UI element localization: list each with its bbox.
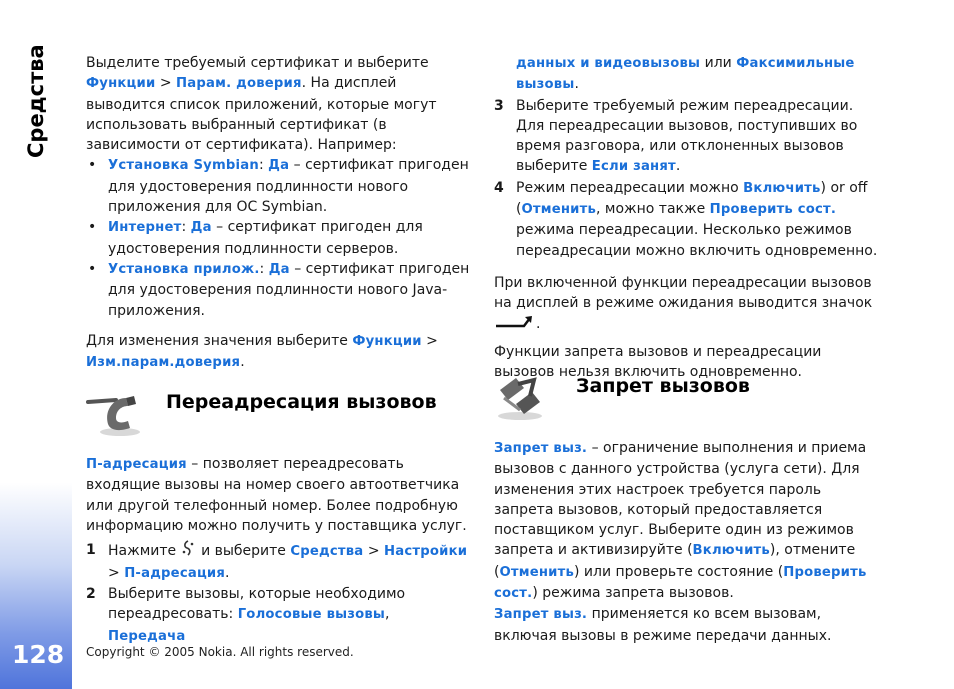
list-item: • Установка Symbian: Да – сертификат пригоден для удостоверения подлинности нового приложения для ОС Symbian. xyxy=(88,157,469,216)
note-paragraph: Функции запрета вызовов и переадресации вызовов нельзя включить одновременно. xyxy=(494,344,822,381)
step-2-continued: данных и видеовызовы или Факсимильные вызовы. xyxy=(516,55,855,93)
barring-paragraph: Запрет выз. – ограничение выполнения и приема вызовов с данного устройства (услуга сети). Для изменения этих настроек требуется пароль запрета вызовов, который предоставляется поставщиком услуг. Выберите один из режимов запрета и активизируйте (Включить), отмените (Отменить) или проверьте состояние (Проверить сост.) режима запрета вызовов. xyxy=(494,440,867,602)
link-app-install[interactable]: Установка прилож. xyxy=(108,261,260,277)
bullet-dot: • xyxy=(88,157,97,174)
section-title: Средства xyxy=(24,44,48,158)
link-internet[interactable]: Интернет xyxy=(108,220,182,236)
right-column xyxy=(494,53,884,383)
link-check-status[interactable]: Проверить сост. xyxy=(494,564,867,602)
link-call-barring[interactable]: Запрет выз. xyxy=(494,441,588,456)
link-check-status[interactable]: Проверить сост. xyxy=(709,202,837,218)
list-item: • Интернет: Да – сертификат пригоден для удостоверения подлинности серверов. xyxy=(88,219,423,257)
link-activate[interactable]: Включить xyxy=(743,180,821,196)
link-activate[interactable]: Включить xyxy=(692,543,770,559)
link-trust-settings[interactable]: Парам. доверия xyxy=(176,76,302,92)
link-if-busy[interactable]: Если занят xyxy=(591,159,676,175)
call-forward-icon xyxy=(86,388,142,440)
left-column xyxy=(86,53,470,373)
step-1: 1 Нажмите и выберите Средства > Настройки > П-адресация. xyxy=(86,542,468,581)
link-settings[interactable]: Настройки xyxy=(384,544,468,560)
forwarding-section xyxy=(86,454,470,647)
step-2: 2 Выберите вызовы, которые необходимо переадресовать: Голосовые вызовы, Передача xyxy=(86,585,406,644)
barring-section xyxy=(494,438,884,646)
link-tools[interactable]: Средства xyxy=(290,544,364,560)
section-title-vertical xyxy=(14,44,60,164)
link-cancel[interactable]: Отменить xyxy=(499,564,574,580)
link-cancel[interactable]: Отменить xyxy=(521,202,596,218)
link-functions[interactable]: Функции xyxy=(352,333,422,349)
forwarding-paragraph: П-адресация – позволяет переадресовать входящие вызовы на номер своего автоответчика или другой телефонный номер. Более подробную информацию можно получить у поставщика услуг. xyxy=(86,456,467,534)
link-functions[interactable]: Функции xyxy=(86,76,156,92)
list-item: • Установка прилож.: Да – сертификат пригоден для удостоверения подлинности нового Java-приложения. xyxy=(88,260,470,319)
link-call-forwarding[interactable]: П-адресация xyxy=(124,565,226,581)
link-yes[interactable]: Да xyxy=(268,261,290,277)
change-paragraph: Для изменения значения выберите Функции > Изм.парам.доверия. xyxy=(86,332,438,371)
heading-call-barring: Запрет вызовов xyxy=(576,375,750,397)
copyright-footer: Copyright © 2005 Nokia. All rights reserved. xyxy=(86,645,354,659)
link-call-barring[interactable]: Запрет выз. xyxy=(494,607,588,623)
link-voice-calls[interactable]: Голосовые вызовы xyxy=(237,607,386,623)
intro-paragraph: Выделите требуемый сертификат и выберите Функции > Парам. доверия. На дисплей выводится список приложений, которые могут использовать выбранный сертификат (в зависимости от сертификата). Например: xyxy=(86,55,437,154)
indicator-paragraph: При включенной функции переадресации вызовов на дисплей в режиме ожидания выводится значок . xyxy=(494,273,884,334)
barring-scope-paragraph: Запрет выз. применяется ко всем вызовам, включая вызовы в режиме передачи данных. xyxy=(494,606,832,644)
step-4: 4 Режим переадресации можно Включить) or off (Отменить, можно также Проверить сост. режима переадресации. Несколько режимов переадресации можно включить одновременно. xyxy=(494,179,878,259)
bullet-dot: • xyxy=(88,260,97,277)
link-yes[interactable]: Да xyxy=(190,220,212,236)
divert-indicator-icon xyxy=(494,314,536,334)
page-number: 128 xyxy=(12,640,65,669)
link-fax-calls[interactable]: Факсимильные вызовы xyxy=(516,56,855,93)
bullet-dot: • xyxy=(88,219,97,236)
link-yes[interactable]: Да xyxy=(268,158,290,174)
menu-key-icon xyxy=(181,540,197,562)
heading-call-forwarding: Переадресация вызовов xyxy=(166,391,437,413)
link-call-forwarding[interactable]: П-адресация xyxy=(86,457,187,472)
call-barring-icon xyxy=(494,374,546,422)
link-data-calls[interactable]: Передача xyxy=(108,628,186,644)
link-edit-trust[interactable]: Изм.парам.доверия xyxy=(86,355,241,371)
step-3: 3 Выберите требуемый режим переадресации. Для переадресации вызовов, поступивших во время разговора, или отклоненных вызовов выберите Если занят. xyxy=(494,97,858,175)
link-symbian-install[interactable]: Установка Symbian xyxy=(108,158,259,174)
sidebar xyxy=(0,0,72,689)
link-data-video-calls[interactable]: данных и видеовызовы xyxy=(516,56,701,71)
